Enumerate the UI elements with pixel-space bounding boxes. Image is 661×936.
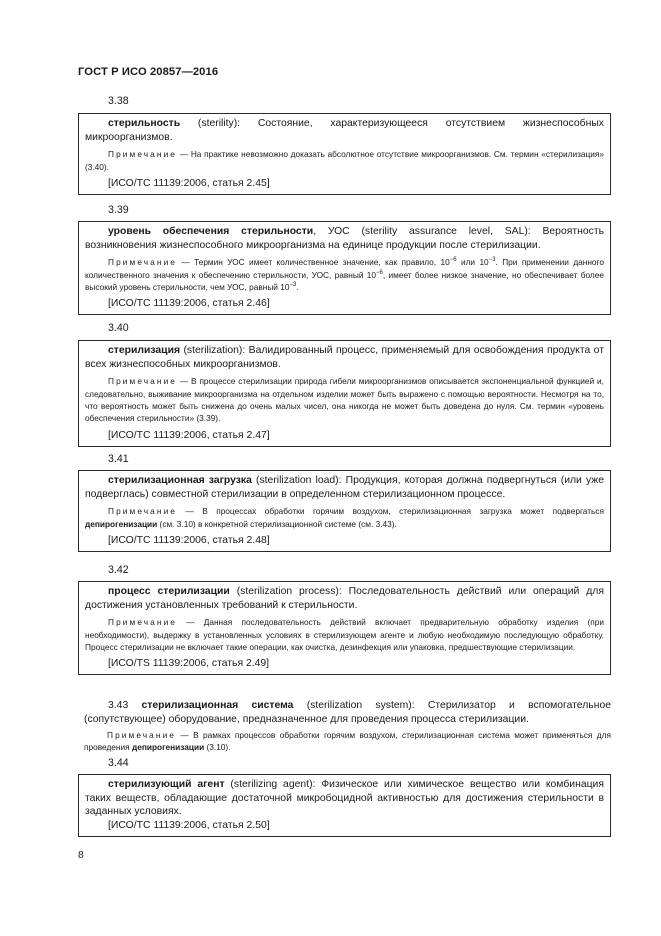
definition: стерильность (sterility): Состояние, характеризующееся отсутствием жизнеспособных микроорганизмов. [85,118,604,143]
definition-3-43: 3.43 стерилизационная система (sterilization system): Стерилизатор и вспомогательное (сопутствующее) оборудование, предназначенное для проведения процесса стерилизации. [84,700,611,725]
entry-number: 3.44 [108,757,129,769]
definition: стерилизация (sterilization): Валидированный процесс, применяемый для освобождения продукта от всех жизнеспособных микроорганизмов. [85,345,604,370]
entry-number: 3.43 [108,700,129,711]
source-reference: [ИСО/ТС 11139:2006, статья 2.45] [108,178,270,189]
term: стерилизация [108,345,181,356]
entry-number: 3.41 [108,453,129,465]
term-box-3-41 [78,470,611,552]
source-reference: [ИСО/TS 11139:2006, статья 2.49] [108,658,270,670]
note-label: Примечание [108,506,178,517]
term: процесс стерилизации [108,586,230,597]
definition: процесс стерилизации (sterilization process): Последовательность действий или операций для достижения установленных требований к стерильности. [85,586,604,611]
note-term: депирогенизации [85,518,158,529]
definition: стерилизационная загрузка (sterilization load): Продукция, которая должна подвергнуться (или уже подверглась) совместной стерилизации в определенном стерилизационном процессе. [85,475,604,500]
note-label: Примечание [107,730,177,740]
note-label: Примечание [108,149,178,160]
page-number: 8 [78,850,84,861]
definition: стерилизующий агент (sterilizing agent): Физическое или химическое вещество или комбинация таких веществ, обладающие достаточной микробоцидной активностью для достижения стерильности в заданных условиях. [85,779,604,818]
term: стерилизационная система [141,700,294,711]
term: стерильность [108,118,181,129]
note-label: Примечание [108,617,178,628]
term-box-3-40 [78,340,611,447]
term-box-3-44 [78,774,611,837]
note: Примечание — Данная последовательность действий включает предварительную обработку изделия (при необходимости), выдержку в установленных условиях в стерилизующем агенте и любую необходимую последующую обработку. Процесс стерилизации не включает такие операции, как очистка, дезинфекция или упаковка, предшествующие стерилизации. [85,617,604,652]
source-reference: [ИСО/ТС 11139:2006, статья 2.46] [108,298,270,310]
term-box-3-39 [78,221,611,315]
definition: уровень обеспечения стерильности, УОС (sterility assurance level, SAL): Вероятность возникновения жизнеспособного микроорганизма на единице продукции после стерилизации. [85,226,604,251]
term: стерилизующий агент [108,779,225,790]
entry-number: 3.42 [108,564,129,576]
document-header: ГОСТ Р ИСО 20857—2016 [78,66,219,78]
term-box-3-38 [78,113,611,195]
term-box-3-42 [78,581,611,675]
entry-number: 3.40 [108,322,129,334]
note-label: Примечание [108,257,178,268]
source-reference: [ИСО/ТС 11139:2006, статья 2.50] [108,819,270,831]
term: уровень обеспечения стерильности [108,226,314,237]
source-reference: [ИСО/ТС 11139:2006, статья 2.47] [108,429,270,441]
note-term: депирогенизации [131,742,205,753]
term: стерилизационная загрузка [108,475,252,486]
note-label: Примечание [108,376,178,387]
note: Примечание — В процессе стерилизации природа гибели микроорганизмов описывается экспоненциальной функцией и, следовательно, выживание микроорганизма на отдельном изделии может быть выражено с помощью вероятности. Несмотря на то, что вероятность может быть снижена до очень малых чисел, она никогда не может быть доведена до нуля. См. термин «уровень обеспечения стерильности» (3.39). [85,376,604,424]
note: Примечание — Термин УОС имеет количественное значение, как правило, $10^{-6}$ или $10^{-3}$. При применении данного количественного значения к обеспечению стерильности, УОС, равный $10^{-6}$, имеет более низкое значение, но обеспечивает более высокий уровень стерильности, чем УОС, равный $10^{-3}$. [85,257,605,292]
note-3-43: Примечание — В рамках процессов обработки горячим воздухом, стерилизационная система может применяться для проведения депирогенизации (3.10). [84,730,611,753]
note: Примечание — В процессах обработки горячим воздухом, стерилизационная загрузка может подвергаться депирогенизации (см. 3.10) в конкретной стерилизационной системе (см. 3.43). [85,506,604,529]
entry-number: 3.38 [108,95,129,107]
source-reference: [ИСО/ТС 11139:2006, статья 2.48] [108,535,270,546]
note: Примечание — На практике невозможно доказать абсолютное отсутствие микроорганизмов. См. термин «стерилизация» (3.40). [85,149,604,172]
entry-number: 3.39 [108,204,129,216]
